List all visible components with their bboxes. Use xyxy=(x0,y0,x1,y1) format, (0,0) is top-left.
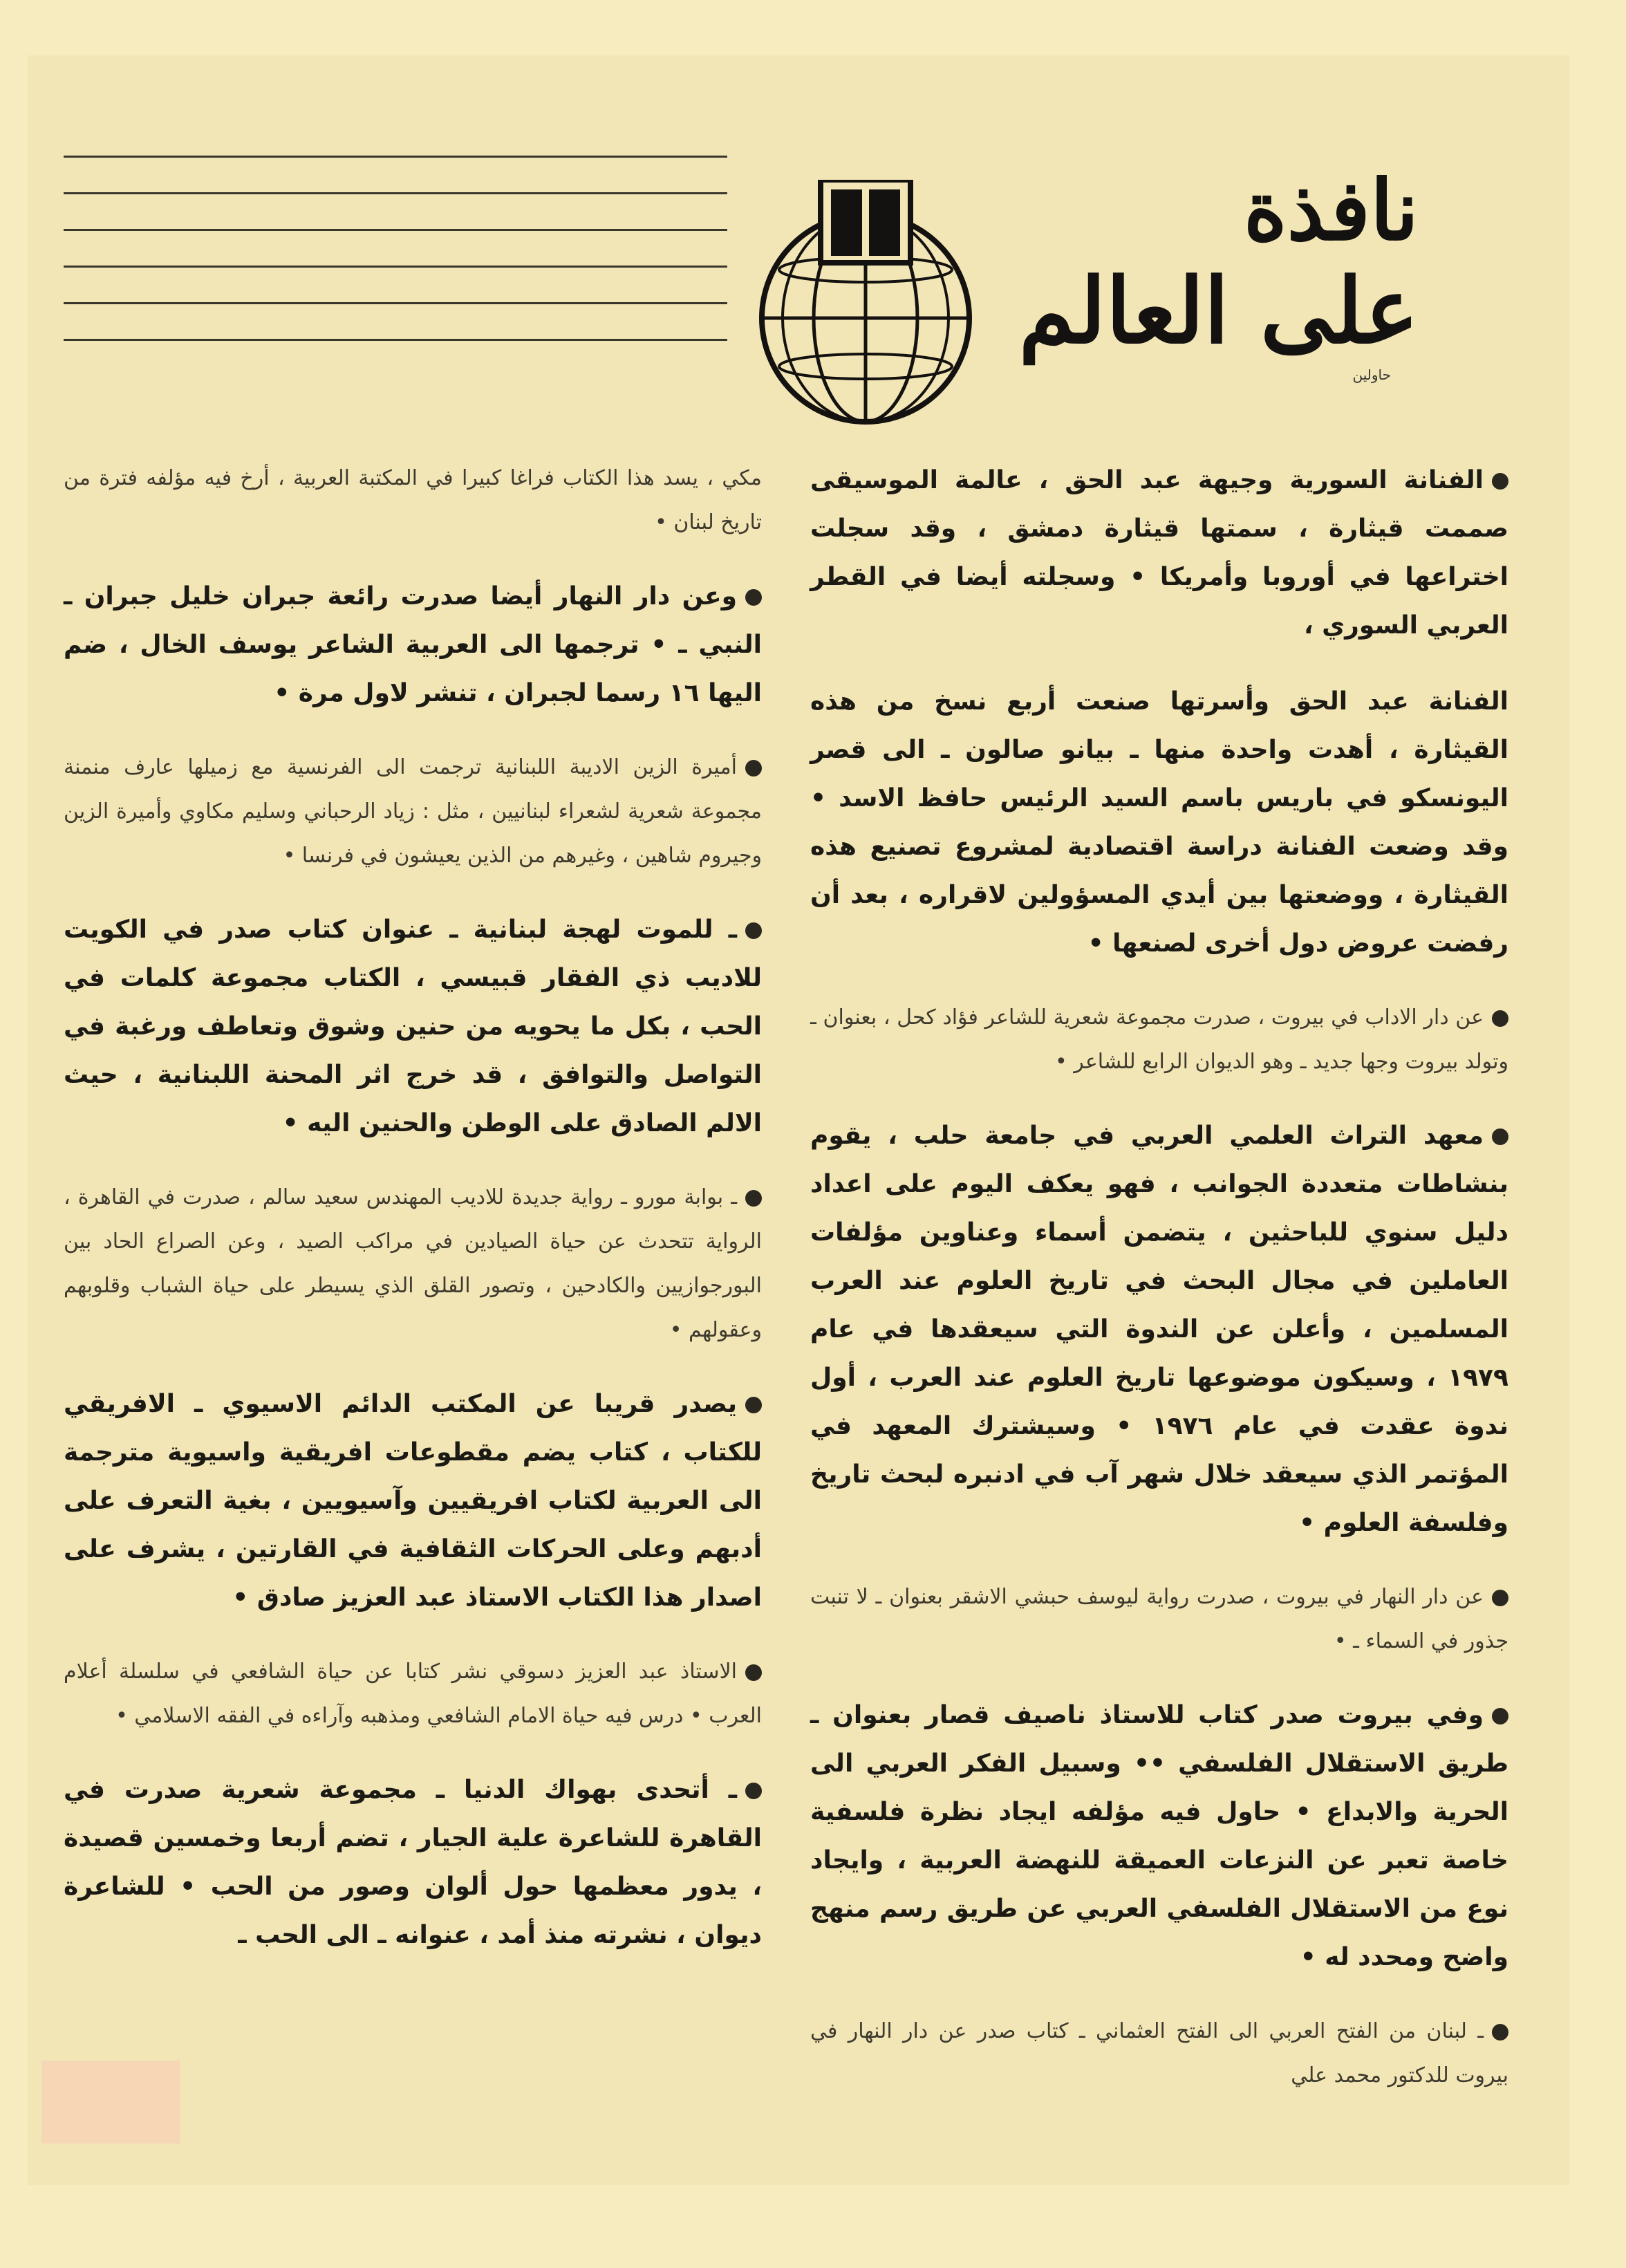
news-item-text: عن دار الاداب في بيروت ، صدرت مجموعة شعرية للشاعر فؤاد كحل ، بعنوان ـ وتولد بيروت وجها جديد ـ وهو الديوان الرابع للشاعر • xyxy=(810,1005,1508,1074)
news-item xyxy=(810,1575,1508,1664)
masthead-subtitle: على العالم xyxy=(1018,258,1419,364)
news-item-text: يصدر قريبا عن المكتب الدائم الاسيوي ـ الافريقي للكتاب ، كتاب يضم مقطوعات افريقية واسيوية مترجمة الى العربية لكتاب افريقيين وآسيويين ، بغية التعرف على أدبهم وعلى الحركات الثقافية في القارتين ، يشرف على اصدار هذا الكتاب الاستاذ عبد العزيز صادق • xyxy=(64,1390,762,1612)
news-item-text: الفنانة عبد الحق وأسرتها صنعت أربع نسخ من هذه القيثارة ، أهدت واحدة منها ـ بيانو صالون ـ الى قصر اليونسكو في باريس باسم السيد الرئيس حافظ الاسد • وقد وضعت الفنانة دراسة اقتصادية لمشروع تصنيع هذه القيثارة ، ووضعتها بين أيدي المسؤولين لاقراره ، بعد أن رفضت عروض دول أخرى لصنعها • xyxy=(810,687,1508,958)
corner-tint xyxy=(41,2061,180,2144)
bullet-icon xyxy=(1492,1590,1508,1606)
bullet-icon xyxy=(745,1397,762,1413)
news-item xyxy=(64,456,762,545)
bullet-icon xyxy=(1492,473,1508,490)
news-item-text: الاستاذ عبد العزيز دسوقي نشر كتابا عن حياة الشافعي في سلسلة أعلام العرب • درس فيه حياة الامام الشافعي ومذهبه وآراءه في الفقه الاسلامي • xyxy=(64,1660,762,1728)
bullet-icon xyxy=(1492,2024,1508,2041)
bullet-icon xyxy=(745,1664,762,1681)
bullet-icon xyxy=(745,1190,762,1207)
news-item-text: وفي بيروت صدر كتاب للاستاذ ناصيف قصار بعنوان ـ طريق الاستقلال الفلسفي •• وسبيل الفكر العربي الى الحرية والابداع • حاول فيه مؤلفه ايجاد نظرة فلسفية خاصة تعبر عن النزعات العميقة للنهضة العربية ، وايجاد نوع من الاستقلال الفلسفي العربي عن طريق رسم منهج واضح ومحدد له • xyxy=(810,1701,1508,1971)
news-item xyxy=(64,573,762,718)
news-item xyxy=(64,1650,762,1738)
bullet-icon xyxy=(745,922,762,939)
news-item-text: أميرة الزين الاديبة اللبنانية ترجمت الى الفرنسية مع زميلها عارف منمنة مجموعة شعرية لشعراء لبنانيين ، مثل : زياد الرحباني وسليم مكاوي وأميرة الزين وجيروم شاهين ، وغيرهم من الذين يعيشون في فرنسا • xyxy=(64,755,762,868)
bullet-icon xyxy=(745,589,762,606)
bullet-icon xyxy=(1492,1010,1508,1027)
news-item-text: ـ بوابة مورو ـ رواية جديدة للاديب المهندس سعيد سالم ، صدرت في القاهرة ، الرواية تتحدث عن حياة الصيادين في مراكب الصيد ، وعن الصراع الحاد بين البورجوازيين والكادحين ، وتصور القلق الذي يسيطر على حياة الشباب وقلوبهم وعقولهم • xyxy=(64,1185,762,1342)
bullet-icon xyxy=(745,760,762,777)
news-item-text: عن دار النهار في بيروت ، صدرت رواية ليوسف حبشي الاشقر بعنوان ـ لا تنبت جذور في السماء ـ • xyxy=(810,1585,1508,1653)
news-item-text: ـ للموت لهجة لبنانية ـ عنوان كتاب صدر في الكويت للاديب ذي الفقار قبيسي ، الكتاب مجموعة كلمات في الحب ، بكل ما يحويه من حنين وشوق وتعاطف ورغبة في التواصل والتوافق ، قد خرج اثر المحنة اللبنانية ، حيث الالم الصادق على الوطن والحنين اليه • xyxy=(64,915,762,1137)
news-item xyxy=(64,745,762,878)
news-item-text: ـ لبنان من الفتح العربي الى الفتح العثماني ـ كتاب صدر عن دار النهار في بيروت للدكتور محمد علي xyxy=(810,2019,1508,2088)
left-column xyxy=(64,456,762,1987)
news-item-text: مكي ، يسد هذا الكتاب فراغا كبيرا في المكتبة العربية ، أرخ فيه مؤلفه فترة من تاريخ لبنان • xyxy=(64,466,762,535)
news-item-text: الفنانة السورية وجيهة عبد الحق ، عالمة الموسيقى صممت قيثارة ، سمتها قيثارة دمشق ، وقد سجلت اختراعها في أوروبا وأمريكا • وسجلته أيضا في القطر العربي السوري ، xyxy=(810,466,1508,640)
news-item xyxy=(810,1691,1508,1982)
news-item xyxy=(810,456,1508,650)
news-item xyxy=(810,1112,1508,1547)
news-item-text: معهد التراث العلمي العربي في جامعة حلب ، يقوم بنشاطات متعددة الجوانب ، فهو يعكف اليوم على اعداد دليل سنوي للباحثين ، يتضمن أسماء وعناوين مؤلفات العاملين في مجال البحث في تاريخ العلوم عند العرب المسلمين ، وأعلن عن الندوة التي سيعقدها في عام ١٩٧٩ ، وسيكون موضوعها تاريخ العلوم عند العرب ، أول ندوة عقدت في عام ١٩٧٦ • وسيشترك المعهد في المؤتمر الذي سيعقد خلال شهر آب في ادنبره لبحث تاريخ وفلسفة العلوم • xyxy=(810,1122,1508,1537)
bullet-icon xyxy=(745,1783,762,1799)
news-item xyxy=(64,1380,762,1622)
ruled-lines xyxy=(64,156,727,384)
right-column xyxy=(810,456,1508,2126)
news-item xyxy=(64,906,762,1148)
artist-signature: حاولين xyxy=(1352,366,1391,383)
news-item xyxy=(64,1175,762,1353)
bullet-icon xyxy=(1492,1128,1508,1145)
news-item-text: ـ أتحدى بهواك الدنيا ـ مجموعة شعرية صدرت في القاهرة للشاعرة علية الجيار ، تضم أربعا وخمسين قصيدة ، يدور معظمها حول ألوان وصور من الحب • للشاعرة ديوان ، نشرته منذ أمد ، عنوانه ـ الى الحب ـ xyxy=(64,1776,762,1949)
news-item xyxy=(810,2009,1508,2098)
news-item xyxy=(810,678,1508,968)
news-item xyxy=(64,1766,762,1960)
news-item-text: وعن دار النهار أيضا صدرت رائعة جبران خليل جبران ـ النبي ـ • ترجمها الى العربية الشاعر يوسف الخال ، ضم اليها ١٦ رسما لجبران ، تنشر لاول مرة • xyxy=(64,582,762,707)
globe-window-icon xyxy=(741,180,990,429)
news-item xyxy=(810,996,1508,1084)
bullet-icon xyxy=(1492,1708,1508,1725)
masthead xyxy=(713,159,1419,387)
masthead-title: نافذة xyxy=(1243,162,1419,259)
